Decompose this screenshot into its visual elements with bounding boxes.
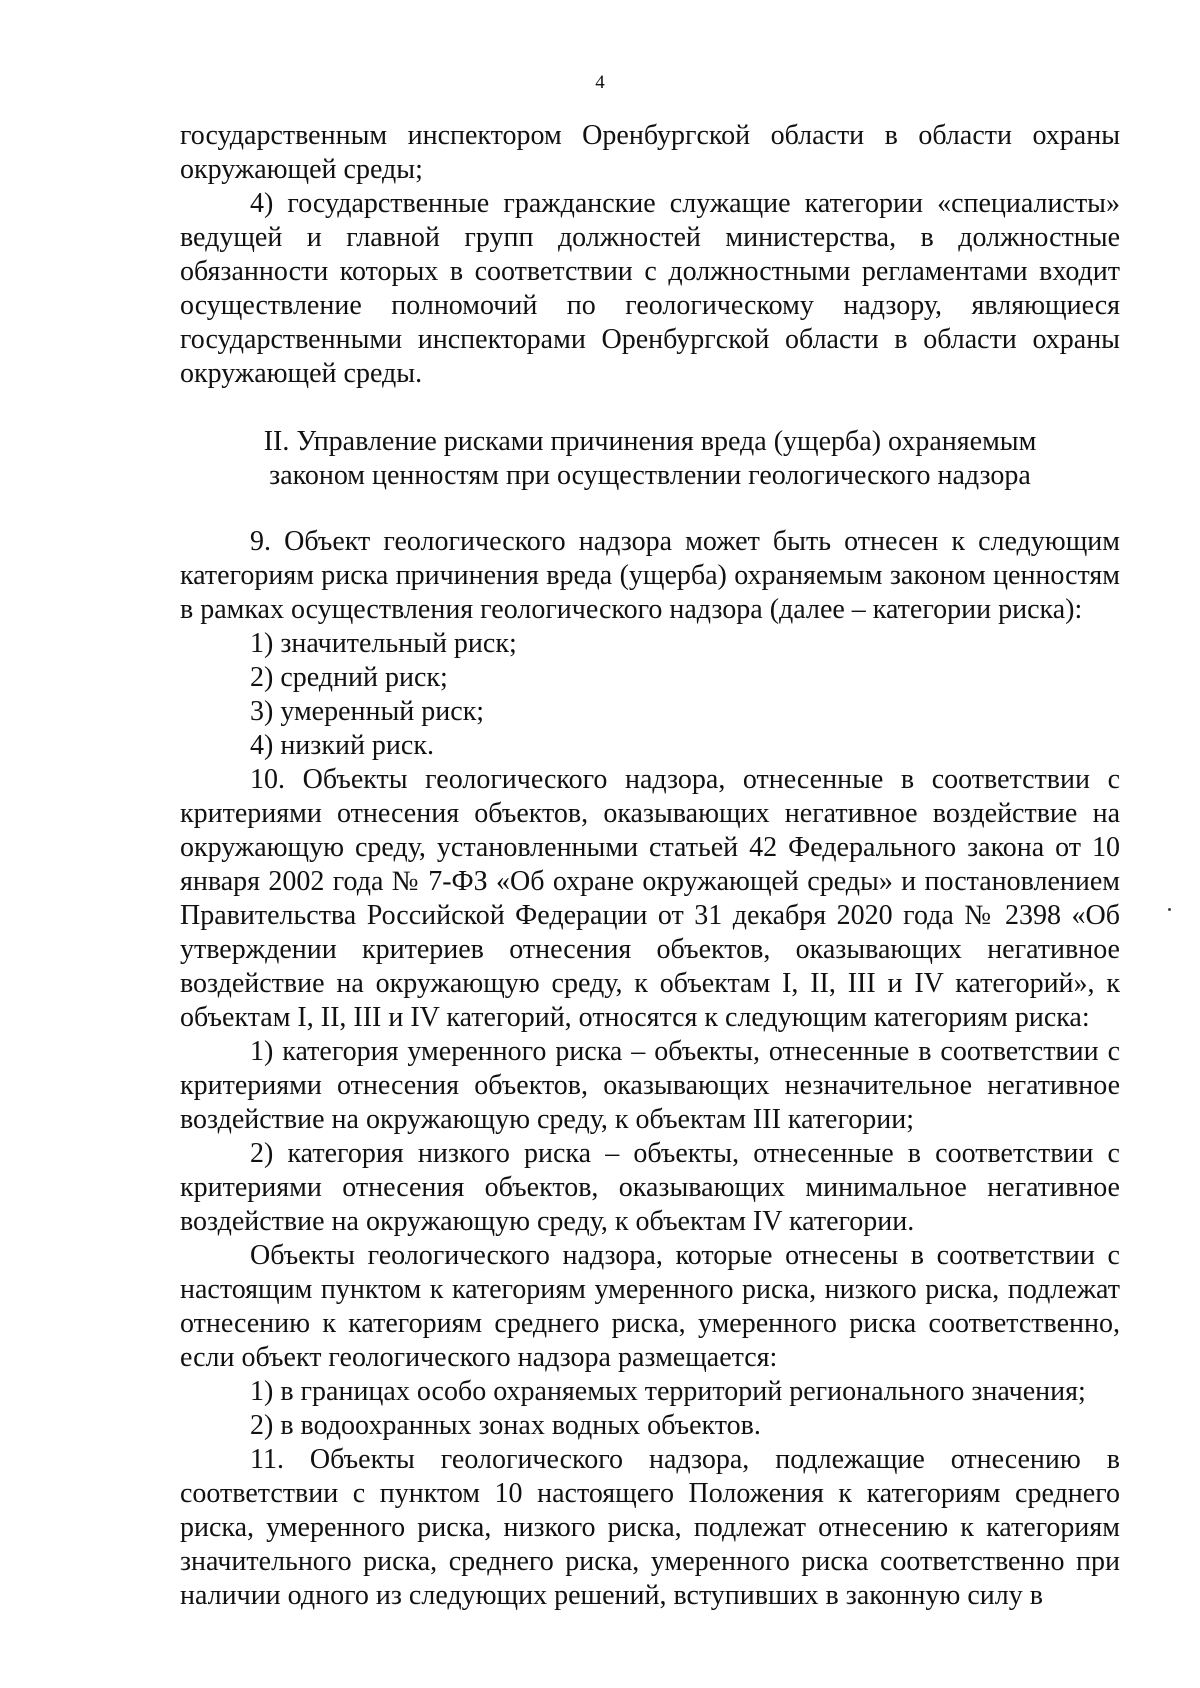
section-heading	[180, 425, 1120, 493]
risk-list-item-3: 3) умеренный риск;	[250, 696, 485, 727]
page-number: 4	[595, 72, 605, 93]
paragraph-continuation: государственным инспектором Оренбургской области в области охраны окружающей среды;	[180, 120, 1120, 185]
paragraph-9: 9. Объект геологического надзора может быть отнесен к следующим категориям риска причинения вреда (ущерба) охраняемым законом ценностям в рамках осуществления геологического надзора (далее – категории риска):	[180, 526, 1120, 625]
paragraph-11: 11. Объекты геологического надзора, подлежащие отнесению в соответствии с пунктом 10 настоящего Положения к категориям среднего риска, умеренного риска, низкого риска, подлежат отнесению к категориям значительного риска, среднего риска, умеренного риска соответственно при наличии одного из следующих решений, вступивших в законную силу в	[180, 1444, 1120, 1611]
section-heading-line-2: законом ценностям при осуществлении геологического надзора	[269, 460, 1031, 491]
document-body	[180, 119, 1120, 1613]
paragraph-10-objects: Объекты геологического надзора, которые отнесены в соответствии с настоящим пунктом к категориям умеренного риска, низкого риска, подлежат отнесению к категориям среднего риска, умеренного риска соответственно, если объект геологического надзора размещается:	[180, 1240, 1120, 1373]
location-list-item-2: 2) в водоохранных зонах водных объектов.	[250, 1410, 761, 1441]
paragraph-10: 10. Объекты геологического надзора, отнесенные в соответствии с критериями отнесения объектов, оказывающих негативное воздействие на окружающую среду, установленными статьей 42 Федерального закона от 10 января 2002 года № 7-ФЗ «Об охране окружающей среды» и постановлением Правительства Российской Федерации от 31 декабря 2020 года № 2398 «Об утверждении критериев отнесения объектов, оказывающих негативное воздействие на окружающую среду, к объектам I, II, III и IV категорий», к объектам I, II, III и IV категорий, относятся к следующим категориям риска:	[180, 764, 1120, 1033]
risk-list-item-4: 4) низкий риск.	[250, 730, 434, 761]
paragraph-10-subitem-2: 2) категория низкого риска – объекты, отнесенные в соответствии с критериями отнесения объектов, оказывающих минимальное негативное воздействие на окружающую среду, к объектам IV категории.	[180, 1138, 1120, 1237]
location-list-item-1: 1) в границах особо охраняемых территорий регионального значения;	[250, 1376, 1086, 1407]
risk-list-item-1: 1) значительный риск;	[250, 628, 517, 659]
risk-list-item-2: 2) средний риск;	[250, 662, 448, 693]
section-heading-line-1: II. Управление рисками причинения вреда (ущерба) охраняемым	[263, 426, 1037, 457]
scan-speck	[1168, 908, 1171, 911]
paragraph-10-subitem-1: 1) категория умеренного риска – объекты, отнесенные в соответствии с критериями отнесения объектов, оказывающих незначительное негативное воздействие на окружающую среду, к объектам III категории;	[180, 1036, 1120, 1135]
paragraph-item-4: 4) государственные гражданские служащие категории «специалисты» ведущей и главной групп должностей министерства, в должностные обязанности которых в соответствии с должностными регламентами входит осуществление полномочий по геологическому надзору, являющиеся государственными инспекторами Оренбургской области в области охраны окружающей среды.	[180, 188, 1120, 389]
